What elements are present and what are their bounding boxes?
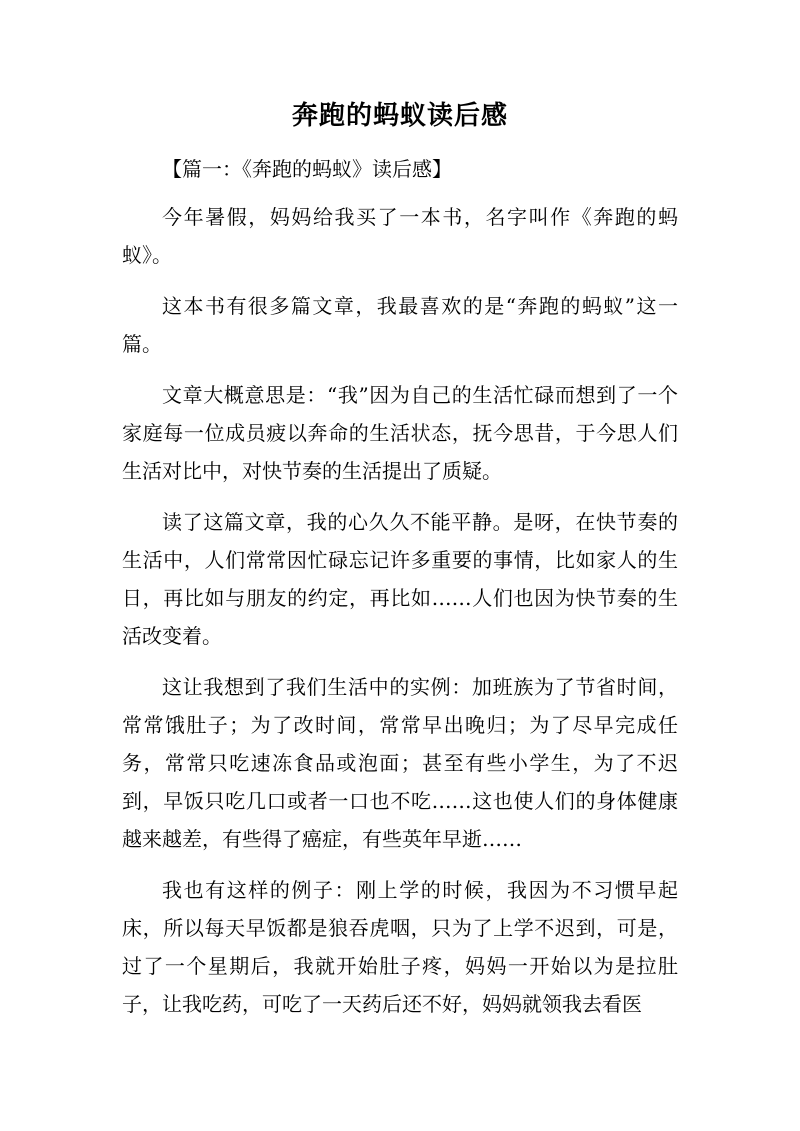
paragraph-1: 今年暑假，妈妈给我买了一本书，名字叫作《奔跑的蚂蚁》。 <box>122 205 678 267</box>
paragraph-4: 读了这篇文章，我的心久久不能平静。是呀，在快节奏的生活中，人们常常因忙碌忘记许多重要的事情，比如家人的生日，再比如与朋友的约定，再比如……人们也因为快节奏的生活改变着。 <box>122 510 678 648</box>
paragraph-2: 这本书有很多篇文章，我最喜欢的是“奔跑的蚂蚁”这一篇。 <box>122 294 678 356</box>
paragraph-6: 我也有这样的例子：刚上学的时候，我因为不习惯早起床，所以每天早饭都是狼吞虎咽，只为了上学不迟到，可是，过了一个星期后，我就开始肚子疼，妈妈一开始以为是拉肚子，让我吃药，可吃了一天药后还不好，妈妈就领我去看医 <box>122 878 678 1016</box>
paragraph-5: 这让我想到了我们生活中的实例：加班族为了节省时间，常常饿肚子；为了改时间，常常早出晚归；为了尽早完成任务，常常只吃速冻食品或泡面；甚至有些小学生，为了不迟到，早饭只吃几口或者一口也不吃……这也使人们的身体健康越来越差，有些得了癌症，有些英年早逝…… <box>122 675 678 851</box>
document-title: 奔跑的蚂蚁读后感 <box>291 101 508 131</box>
section-heading: 【篇一：《奔跑的蚂蚁》读后感】 <box>162 157 452 181</box>
document-page <box>122 96 678 1036</box>
paragraph-3: 文章大概意思是：“我”因为自己的生活忙碌而想到了一个家庭每一位成员疲以奔命的生活状态，抚今思昔，于今思人们生活对比中，对快节奏的生活提出了质疑。 <box>122 383 678 483</box>
